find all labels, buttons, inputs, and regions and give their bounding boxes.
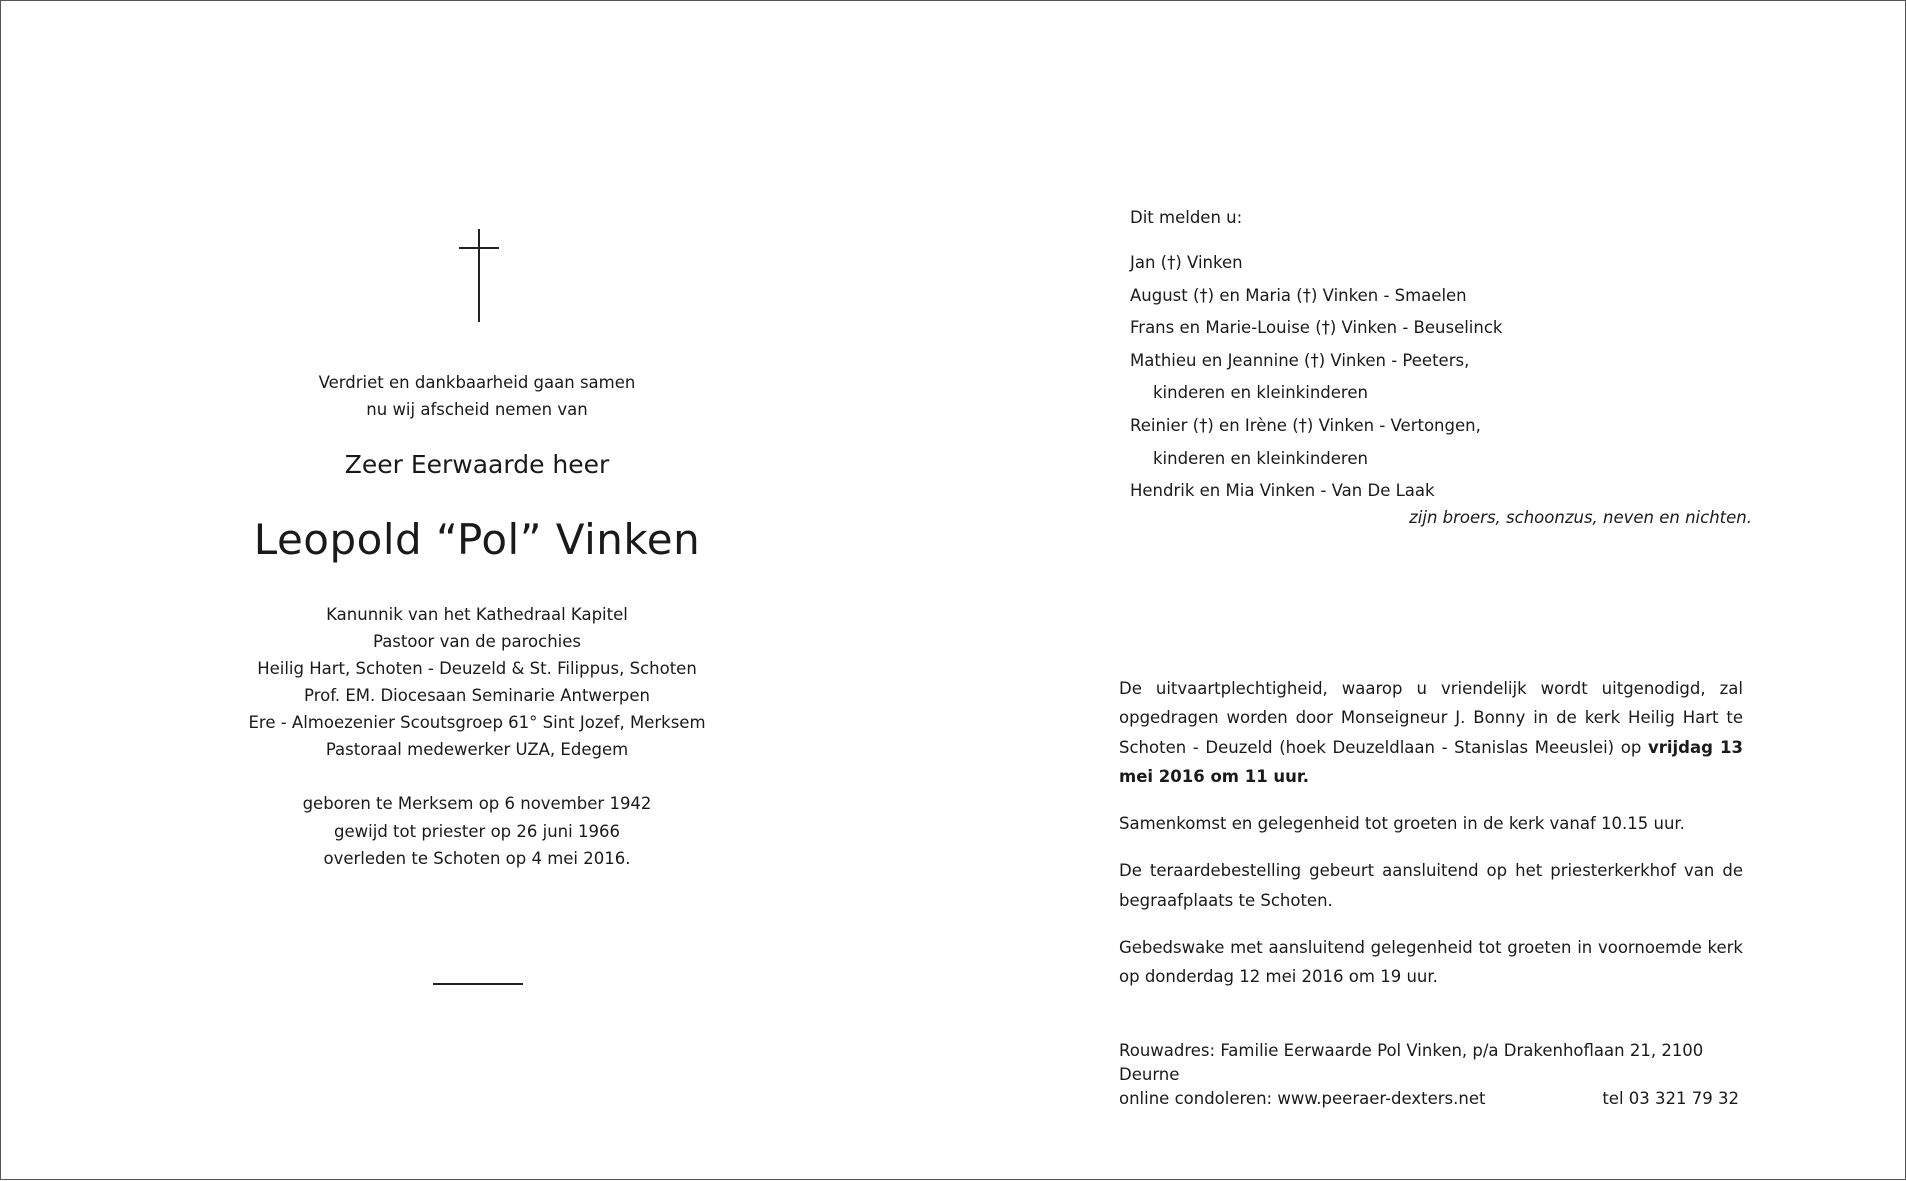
funeral-paragraph xyxy=(1119,674,1743,791)
phone-number: tel 03 321 79 32 xyxy=(1602,1089,1739,1108)
family-member: August (†) en Maria (†) Vinken - Smaelen xyxy=(1130,285,1467,305)
cross-icon xyxy=(459,229,499,322)
online-condolences: online condoleren: www.peeraer-dexters.net xyxy=(1119,1089,1486,1108)
family-list xyxy=(1130,247,1750,508)
family-member: Reinier (†) en Irène (†) Vinken - Vertongen, xyxy=(1130,415,1481,435)
left-panel xyxy=(1,1,953,1181)
deceased-name: Leopold “Pol” Vinken xyxy=(253,515,701,564)
intro-line-1: Verdriet en dankbaarheid gaan samen xyxy=(318,373,636,392)
title-line: Heilig Hart, Schoten - Deuzeld & St. Filippus, Schoten xyxy=(257,659,697,678)
funeral-date: vrijdag 13 mei 2016 om 11 uur. xyxy=(1119,737,1743,786)
family-member: Mathieu en Jeannine (†) Vinken - Peeters, xyxy=(1130,350,1470,370)
mourning-address: Rouwadres: Familie Eerwaarde Pol Vinken, p/a Drakenhoflaan 21, 2100 Deurne xyxy=(1119,1041,1704,1084)
vigil-paragraph: Gebedswake met aansluitend gelegenheid tot groeten in voornoemde kerk op donderdag 12 mei 2016 om 19 uur. xyxy=(1119,938,1743,987)
family-member: Jan (†) Vinken xyxy=(1130,253,1243,272)
title-line: Pastoraal medewerker UZA, Edegem xyxy=(325,740,629,759)
family-member-descendants: kinderen en kleinkinderen xyxy=(1153,448,1368,468)
gathering-paragraph: Samenkomst en gelegenheid tot groeten in de kerk vanaf 10.15 uur. xyxy=(1119,814,1685,834)
titles-list xyxy=(177,601,777,763)
burial-paragraph: De teraardebestelling gebeurt aansluitend op het priesterkerkhof van de begraafplaats te Schoten. xyxy=(1119,861,1743,910)
title-line: Ere - Almoezenier Scoutsgroep 61° Sint Jozef, Merksem xyxy=(248,713,706,732)
relation-note: zijn broers, schoonzus, neven en nichten. xyxy=(1409,508,1752,527)
title-line: Prof. EM. Diocesaan Seminarie Antwerpen xyxy=(304,686,650,705)
ordination-date: gewijd tot priester op 26 juni 1966 xyxy=(334,821,620,841)
life-dates xyxy=(177,790,777,873)
honorific: Zeer Eerwaarde heer xyxy=(344,450,610,479)
divider-line xyxy=(433,983,523,985)
death-date: overleden te Schoten op 4 mei 2016. xyxy=(323,849,631,868)
service-details xyxy=(1119,674,1743,1010)
family-member-descendants: kinderen en kleinkinderen xyxy=(1153,383,1368,403)
title-line: Pastoor van de parochies xyxy=(372,632,581,651)
intro-line-2: nu wij afscheid nemen van xyxy=(366,400,588,419)
announce-intro: Dit melden u: xyxy=(1130,208,1243,227)
intro-text xyxy=(177,369,777,423)
family-member: Frans en Marie-Louise (†) Vinken - Beuselinck xyxy=(1130,318,1503,338)
funeral-text: De uitvaartplechtigheid, waarop u vriendelijk wordt uitgenodigd, zal opgedragen worden door Monseigneur J. Bonny in de kerk Heilig Hart te Schoten - Deuzeld (hoek Deuzeldlaan - Stanislas Meeuslei) op xyxy=(1119,679,1743,757)
contact-info xyxy=(1119,1039,1743,1111)
birth-date: geboren te Merksem op 6 november 1942 xyxy=(302,794,652,813)
family-member: Hendrik en Mia Vinken - Van De Laak xyxy=(1130,481,1435,501)
title-line: Kanunnik van het Kathedraal Kapitel xyxy=(326,605,628,624)
